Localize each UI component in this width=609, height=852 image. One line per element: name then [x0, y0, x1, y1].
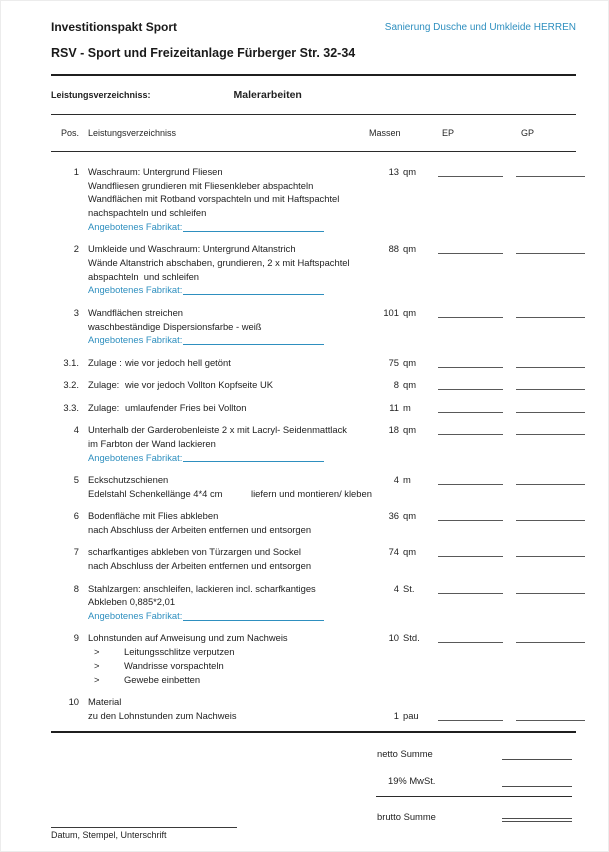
item-unit: qm [403, 356, 417, 368]
desc-line: Abkleben 0,885*2,01 [88, 596, 176, 608]
item-pos: 2 [73, 243, 79, 255]
item-values [364, 356, 585, 370]
desc-line: Unterhalb der Garderobenleiste 2 x mit Lacryl- Seidenmattlack [88, 424, 347, 436]
ep-blank[interactable] [438, 378, 503, 390]
item-pos: 7 [73, 546, 79, 558]
desc-line: Wandfliesen grundieren mit Fliesenkleber abspachteln [88, 179, 314, 191]
item-desc [88, 306, 364, 347]
desc-line: Umkleide und Waschraum: Untergrund Altanstrich [88, 243, 296, 255]
item-qty: 18 [388, 424, 399, 436]
project-title: Investitionspakt Sport [51, 20, 178, 34]
item-unit: qm [403, 243, 417, 255]
item-values [364, 401, 585, 415]
project-subtitle: Sanierung Dusche und Umkleide HERREN [384, 22, 576, 33]
desc-line: Stahlzargen: anschleifen, lackieren incl. scharfkantiges [88, 582, 316, 594]
ep-blank[interactable] [438, 423, 503, 435]
item-desc [88, 582, 364, 623]
fabrikat-line [88, 220, 324, 234]
desc-line: Waschraum: Untergrund Fliesen [88, 166, 223, 178]
item-row [61, 356, 576, 370]
col-gp: GP [521, 128, 535, 139]
signature-label: Datum, Stempel, Unterschrift [51, 830, 167, 841]
summary-divider [376, 796, 572, 797]
item-desc [88, 545, 364, 572]
desc-line: zu den Lohnstunden zum Nachweis [88, 709, 237, 721]
item-qty: 101 [383, 306, 399, 318]
desc-line [88, 356, 364, 370]
item-unit: qm [403, 306, 417, 318]
table-header-rule [51, 151, 576, 152]
item-row [61, 545, 576, 572]
item-values [364, 709, 585, 723]
item-values [364, 509, 585, 523]
table-header [51, 127, 576, 141]
ep-blank[interactable] [438, 582, 503, 594]
item-desc [88, 356, 364, 370]
fabrikat-label: Angebotenes Fabrikat: [88, 334, 183, 346]
item-unit: qm [403, 424, 417, 436]
item-pos: 5 [73, 474, 79, 486]
item-row [61, 165, 576, 233]
item-row [61, 582, 576, 623]
gp-blank[interactable] [516, 509, 585, 521]
gp-blank[interactable] [516, 356, 585, 368]
item-qty: 4 [393, 474, 399, 486]
ep-blank[interactable] [438, 306, 503, 318]
item-row [61, 631, 576, 686]
item-qty: 10 [388, 632, 399, 644]
desc-line: Wände Altanstrich abschaben, grundieren, 2 x mit Haftspachtel [88, 257, 350, 269]
fabrikat-blank[interactable] [183, 451, 324, 463]
desc-line: nachspachteln und schleifen [88, 207, 207, 219]
desc-line [88, 378, 364, 392]
bullet-text: Leitungsschlitze verputzen [124, 646, 235, 658]
item-pos: 4 [73, 424, 79, 436]
ep-blank[interactable] [438, 545, 503, 557]
item-row [61, 378, 576, 392]
item-unit: St. [403, 582, 415, 594]
item-values [364, 165, 585, 179]
ep-blank[interactable] [438, 242, 503, 254]
gp-blank[interactable] [516, 545, 585, 557]
mwst-label: 19% MwSt. [388, 774, 436, 786]
item-qty: 8 [393, 379, 399, 391]
item-pos: 10 [68, 696, 79, 708]
ep-blank[interactable] [438, 401, 503, 413]
fabrikat-label: Angebotenes Fabrikat: [88, 220, 183, 232]
desc-line: nach Abschluss der Arbeiten entfernen und entsorgen [88, 523, 312, 535]
desc-left: Edelstahl Schenkellänge 4*4 cm [88, 487, 223, 499]
desc-line: nach Abschluss der Arbeiten entfernen und entsorgen [88, 560, 312, 572]
fabrikat-line [88, 333, 324, 347]
items [51, 165, 576, 722]
item-unit: qm [403, 166, 417, 178]
item-values [364, 423, 585, 437]
item-qty: 74 [388, 546, 399, 558]
desc-line: Wandflächen mit Rotband vorspachteln und mit Haftspachtel [88, 193, 340, 205]
col-ep: EP [442, 128, 455, 139]
netto-blank[interactable] [502, 749, 572, 760]
desc-line: scharfkantiges abkleben von Türzargen und Sockel [88, 546, 301, 558]
ep-blank[interactable] [438, 709, 503, 721]
item-unit: Std. [403, 632, 420, 644]
mwst-row [377, 774, 572, 787]
desc-line [88, 401, 364, 415]
item-row [61, 401, 576, 415]
brutto-row [377, 810, 572, 823]
item-row [61, 242, 576, 297]
item-row [61, 306, 576, 347]
item-unit: pau [403, 709, 419, 721]
desc-line [88, 645, 364, 659]
gp-blank[interactable] [516, 306, 585, 318]
desc-right: liefern und montieren/ kleben [251, 487, 372, 499]
fabrikat-label: Angebotenes Fabrikat: [88, 610, 183, 621]
project-address: RSV - Sport und Freizeitanlage Fürberger Str. 32-34 [51, 45, 356, 60]
mwst-blank[interactable] [502, 776, 572, 787]
fabrikat-label: Angebotenes Fabrikat: [88, 451, 183, 463]
zulage-text: wie vor jedoch hell getönt [125, 356, 231, 368]
bullet-glyph: > [94, 659, 100, 671]
desc-line [88, 659, 364, 673]
col-pos: Pos. [60, 128, 79, 139]
gp-blank[interactable] [516, 631, 585, 643]
desc-line: Material [88, 696, 122, 708]
item-qty: 13 [388, 166, 399, 178]
lv-rule [51, 114, 576, 115]
lv-value: Malerarbeiten [233, 89, 302, 102]
gp-blank[interactable] [516, 582, 585, 594]
header-rule [51, 74, 576, 76]
item-pos: 3.2. [63, 379, 79, 391]
item-row [61, 423, 576, 464]
item-values [364, 631, 585, 645]
fabrikat-blank[interactable] [183, 220, 324, 232]
desc-line: abspachteln und schleifen [88, 270, 200, 282]
item-qty: 75 [388, 356, 399, 368]
gp-blank[interactable] [516, 401, 585, 413]
desc-line: waschbeständige Dispersionsfarbe - weiß [88, 320, 262, 332]
item-desc [88, 631, 364, 686]
item-unit: m [403, 474, 411, 486]
item-values [364, 473, 585, 487]
ep-blank[interactable] [438, 356, 503, 368]
fabrikat-line [88, 283, 324, 297]
gp-blank[interactable] [516, 378, 585, 390]
gp-blank[interactable] [516, 242, 585, 254]
item-values [364, 306, 585, 320]
item-row [61, 695, 576, 722]
zulage-label: Zulage: [88, 401, 120, 413]
item-values [364, 242, 585, 256]
fabrikat-line [88, 609, 324, 623]
item-pos: 3 [73, 306, 79, 318]
items-end-rule [51, 731, 576, 733]
netto-label: netto Summe [377, 747, 433, 759]
item-desc [88, 509, 364, 536]
gp-blank[interactable] [516, 165, 585, 177]
doc-header [51, 21, 576, 35]
desc-line: Lohnstunden auf Anweisung und zum Nachweis [88, 632, 288, 644]
item-unit: qm [403, 546, 417, 558]
item-desc [88, 423, 364, 464]
fabrikat-blank[interactable] [183, 609, 324, 621]
gp-blank[interactable] [516, 473, 585, 485]
item-values [364, 582, 585, 596]
bullet-glyph: > [94, 646, 100, 658]
zulage-label: Zulage: [88, 379, 120, 391]
col-desc: Leistungsverzeichniss [88, 128, 177, 139]
item-pos: 3.3. [63, 401, 79, 413]
summary [51, 747, 572, 823]
lv-label: Leistungsverzeichniss: [51, 90, 151, 101]
item-pos: 6 [73, 510, 79, 522]
item-desc [88, 473, 372, 500]
item-desc [88, 695, 364, 722]
brutto-label: brutto Summe [377, 810, 436, 822]
item-unit: qm [403, 379, 417, 391]
signature-line[interactable] [51, 827, 237, 828]
item-qty: 4 [393, 582, 399, 594]
fabrikat-label: Angebotenes Fabrikat: [88, 284, 183, 296]
item-row [61, 473, 576, 500]
gp-blank[interactable] [516, 423, 585, 435]
item-qty: 88 [388, 243, 399, 255]
item-desc [88, 165, 364, 233]
item-pos: 3.1. [63, 356, 79, 368]
ep-blank[interactable] [438, 509, 503, 521]
zulage-text: umlaufender Fries bei Vollton [125, 401, 247, 413]
ep-blank[interactable] [438, 631, 503, 643]
col-massen: Massen [369, 128, 401, 139]
fabrikat-blank[interactable] [183, 333, 324, 345]
gp-blank[interactable] [516, 709, 585, 721]
desc-line [88, 487, 372, 501]
item-desc [88, 378, 364, 392]
desc-line: Bodenfläche mit Flies abkleben [88, 510, 219, 522]
item-values [364, 378, 585, 392]
item-pos: 9 [73, 632, 79, 644]
item-qty: 11 [389, 401, 399, 413]
item-qty: 36 [388, 510, 399, 522]
zulage-label: Zulage : [88, 356, 122, 368]
netto-row [377, 747, 572, 760]
item-qty: 1 [393, 709, 399, 721]
desc-line: Wandflächen streichen [88, 306, 184, 318]
lv-row [51, 89, 576, 104]
ep-blank[interactable] [438, 165, 503, 177]
item-values [364, 545, 585, 559]
bullet-text: Wandrisse vorspachteln [124, 659, 224, 671]
bullet-glyph: > [94, 673, 100, 685]
desc-line [88, 673, 364, 687]
ep-blank[interactable] [438, 473, 503, 485]
item-unit: m [403, 401, 411, 413]
fabrikat-line [88, 451, 324, 465]
item-desc [88, 242, 364, 297]
desc-line: im Farbton der Wand lackieren [88, 437, 216, 449]
bullet-text: Gewebe einbetten [124, 673, 201, 685]
zulage-text: wie vor jedoch Vollton Kopfseite UK [125, 379, 273, 391]
signature-block [51, 827, 251, 843]
fabrikat-blank[interactable] [183, 283, 324, 295]
item-unit: qm [403, 510, 417, 522]
brutto-blank[interactable] [502, 818, 572, 822]
item-row [61, 509, 576, 536]
item-pos: 8 [73, 582, 79, 594]
item-desc [88, 401, 364, 415]
desc-line: Eckschutzschienen [88, 474, 169, 486]
item-pos: 1 [73, 166, 79, 178]
